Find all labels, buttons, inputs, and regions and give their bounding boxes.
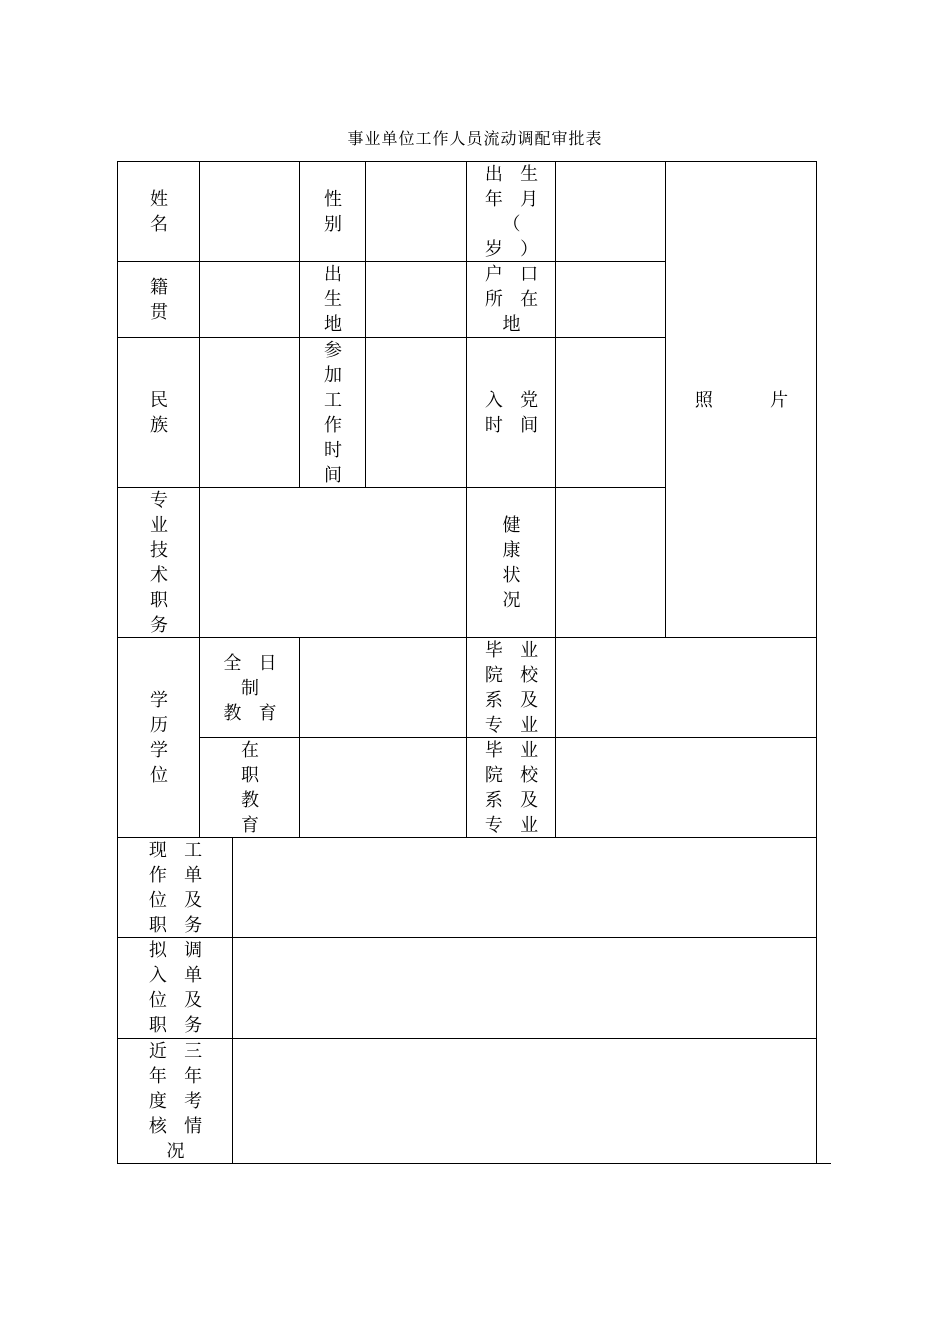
form-title: 事业单位工作人员流动调配审批表 <box>347 129 603 148</box>
proposed-field[interactable] <box>232 937 817 1039</box>
name-field[interactable] <box>199 161 300 262</box>
label-health: 健 康 状 况 <box>502 515 521 611</box>
inservice-field[interactable] <box>299 737 467 838</box>
title-pos-field[interactable] <box>199 487 467 638</box>
label-grad2: 毕 业 院 校 系 及 专 业 <box>484 740 539 836</box>
label-review: 近 三 年 年 度 考 核 情 况 <box>148 1041 203 1162</box>
fulltime-field[interactable] <box>299 637 467 738</box>
review-field[interactable] <box>232 1038 817 1164</box>
label-fulltime: 全 日 制 教 育 <box>223 653 277 724</box>
label-ethnic: 民 族 <box>150 390 168 436</box>
label-name: 姓 名 <box>150 189 168 235</box>
gender-field[interactable] <box>365 161 467 262</box>
label-degree: 学 历 学 位 <box>150 690 168 786</box>
label-inservice: 在 职 教 育 <box>241 740 259 836</box>
label-native: 籍 贯 <box>150 277 168 323</box>
label-hukou: 户 口 所 在 地 <box>484 264 539 335</box>
birthplace-field[interactable] <box>365 261 467 338</box>
label-current: 现 工 作 单 位 及 职 务 <box>148 840 203 936</box>
label-gender: 性 别 <box>324 189 342 235</box>
label-party: 入 党 时 间 <box>484 390 539 436</box>
grad1-field[interactable] <box>555 637 817 738</box>
grad2-field[interactable] <box>555 737 817 838</box>
label-photo: 照 片 <box>694 390 789 411</box>
label-birthplace: 出 生 地 <box>324 264 342 335</box>
label-proposed: 拟 调 入 单 位 及 职 务 <box>148 940 203 1036</box>
hukou-field[interactable] <box>555 261 666 338</box>
label-title-pos: 专 业 技 术 职 务 <box>150 490 168 636</box>
current-field[interactable] <box>232 837 817 938</box>
ethnic-field[interactable] <box>199 337 300 488</box>
health-field[interactable] <box>555 487 666 638</box>
label-work-start: 参 加 工 作 时 间 <box>324 340 342 486</box>
native-field[interactable] <box>199 261 300 338</box>
birth-field[interactable] <box>555 161 666 262</box>
party-field[interactable] <box>555 337 666 488</box>
label-grad1: 毕 业 院 校 系 及 专 业 <box>484 640 539 736</box>
label-birth: 出 生 年 月 （ 岁 ） <box>484 164 539 260</box>
work-start-field[interactable] <box>365 337 467 488</box>
table-edge-line <box>817 1163 831 1164</box>
